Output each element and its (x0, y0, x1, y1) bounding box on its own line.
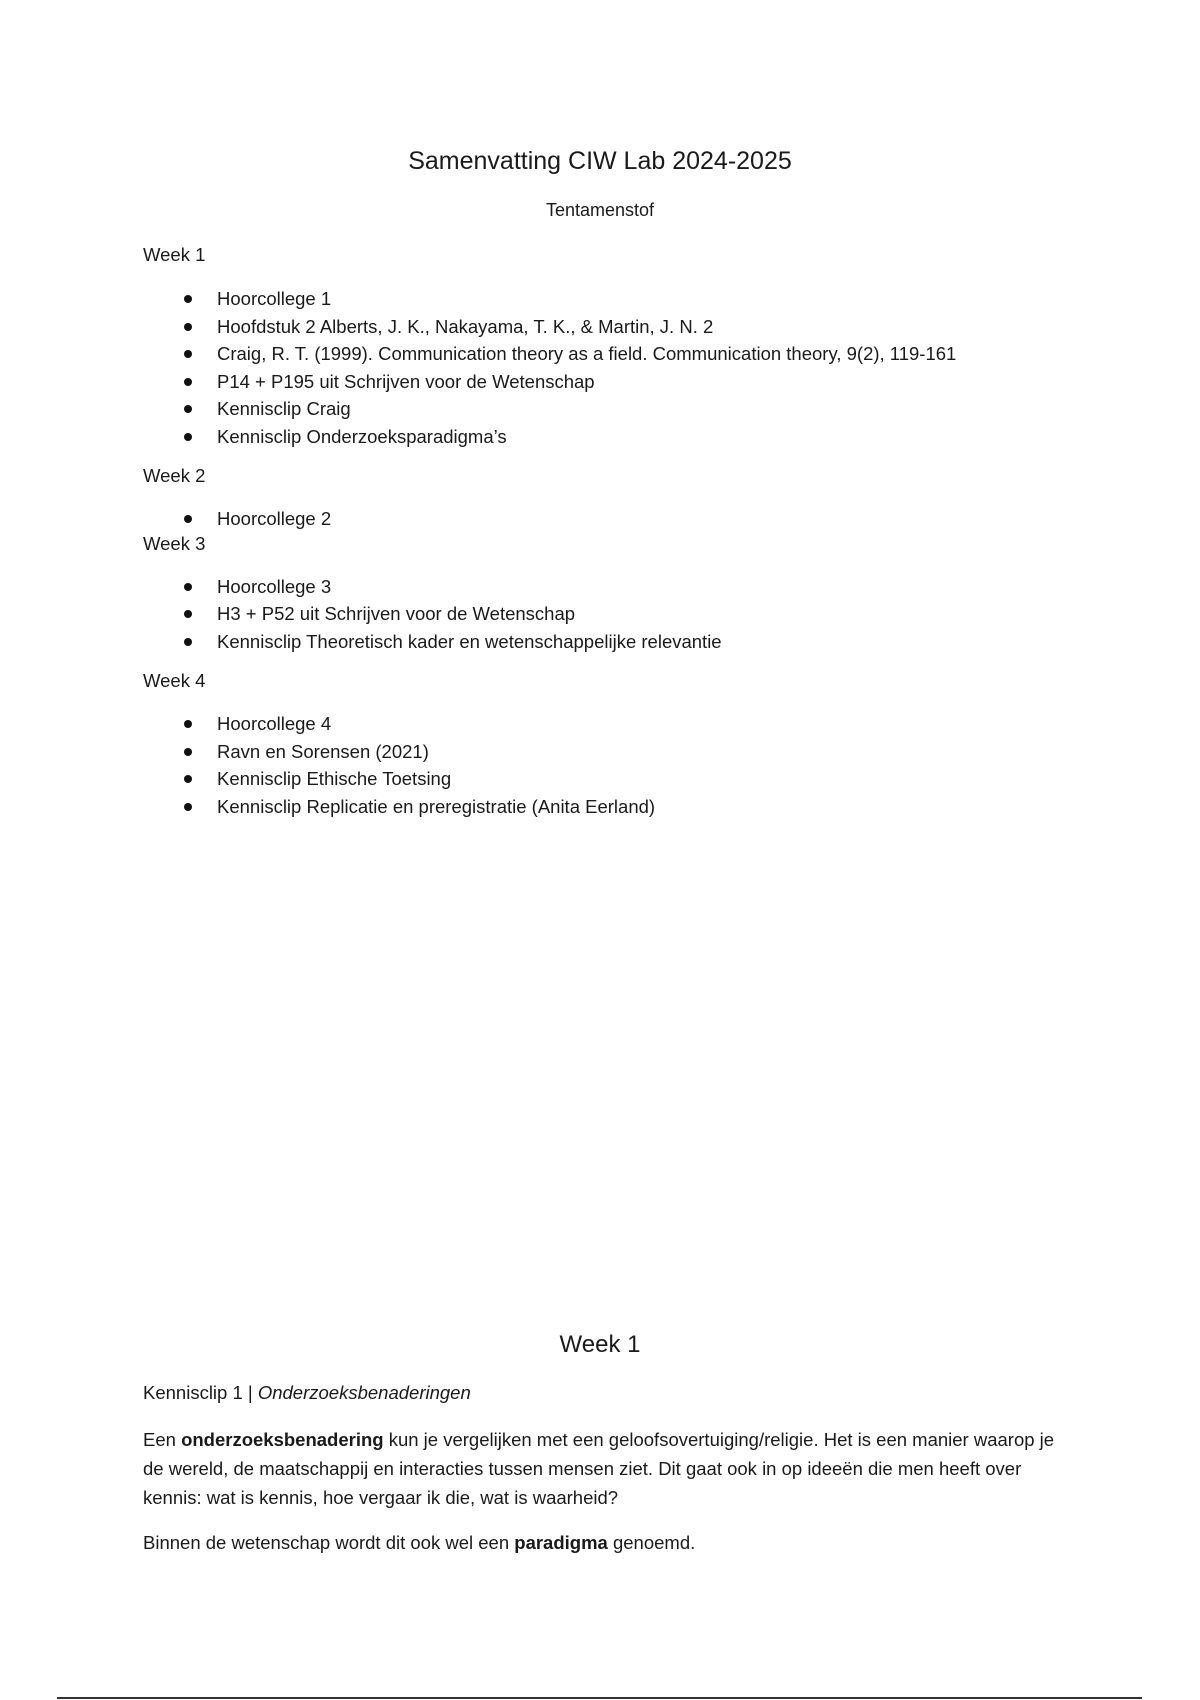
page-divider (57, 1697, 1142, 1699)
exam-material-list (143, 244, 1093, 820)
clip-title: Onderzoeksbenaderingen (257, 1382, 471, 1403)
paragraph-paradigma (143, 1528, 1063, 1557)
week-1-label: Week 1 (143, 244, 206, 265)
paragraph-text: Binnen de wetenschap wordt dit ook wel een (143, 1532, 515, 1553)
paragraph-text: Een (143, 1429, 182, 1450)
document-subtitle: Tentamenstof (545, 200, 655, 220)
list-item: Hoorcollege 2 (143, 505, 1093, 533)
week-3-label: Week 3 (143, 532, 206, 554)
list-item: Kennisclip Onderzoeksparadigma’s (143, 423, 1093, 451)
bold-term: paradigma (514, 1532, 608, 1553)
clip-heading (143, 1381, 471, 1405)
week-3-items (143, 573, 1093, 656)
list-item: Craig, R. T. (1999). Communication theory as a field. Communication theory, 9(2), 119-161 (143, 340, 1093, 368)
list-item: Hoofdstuk 2 Alberts, J. K., Nakayama, T. K., & Martin, J. N. 2 (143, 313, 1093, 341)
week-2-label: Week 2 (143, 465, 206, 486)
week-4-label: Week 4 (143, 670, 206, 691)
list-item: Ravn en Sorensen (2021) (143, 738, 1093, 766)
bold-term: onderzoeksbenadering (181, 1429, 384, 1450)
paragraph-text: genoemd. (607, 1532, 696, 1553)
list-item: Kennisclip Ethische Toetsing (143, 765, 1093, 793)
list-item: Kennisclip Replicatie en preregistratie (Anita Eerland) (143, 793, 1093, 821)
document-title: Samenvatting CIW Lab 2024-2025 (408, 147, 792, 175)
week-1-items (143, 285, 1093, 450)
week-4-items (143, 710, 1093, 820)
paragraph-onderzoeksbenadering (143, 1425, 1063, 1512)
list-item: Hoorcollege 1 (143, 285, 1093, 313)
paragraph-text: kun je vergelijken met een geloofsovertuiging/religie. Het is een manier waarop je de wereld, de maatschappij en interacties tussen mensen ziet. Dit gaat ook in op ideeën die men heeft over kennis: wat is kennis, hoe vergaar ik die, wat is waarheid? (143, 1429, 1055, 1508)
list-item: Hoorcollege 4 (143, 710, 1093, 738)
list-item: Kennisclip Theoretisch kader en wetenschappelijke relevantie (143, 628, 1093, 656)
list-item: P14 + P195 uit Schrijven voor de Wetenschap (143, 368, 1093, 396)
list-item: Kennisclip Craig (143, 395, 1093, 423)
list-item: Hoorcollege 3 (143, 573, 1093, 601)
clip-prefix: Kennisclip 1 | (143, 1382, 258, 1403)
week-2-items (143, 505, 1093, 533)
section-heading: Week 1 (559, 1331, 641, 1358)
list-item: H3 + P52 uit Schrijven voor de Wetenschap (143, 600, 1093, 628)
